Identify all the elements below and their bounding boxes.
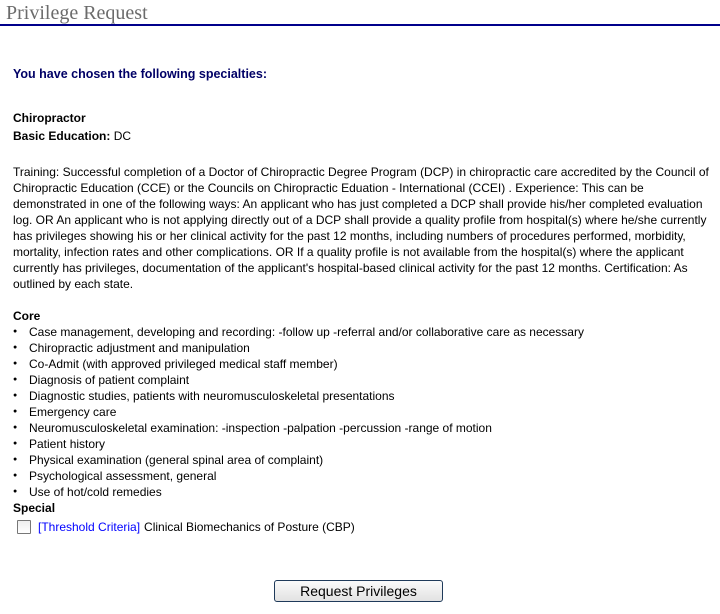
list-item: ● Neuromusculoskeletal examination: -inspection -palpation -percussion -range of motion: [13, 420, 713, 436]
core-list: [13, 324, 713, 500]
list-item: ● Use of hot/cold remedies: [13, 484, 713, 500]
specialty-name: Chiropractor: [13, 111, 86, 125]
list-item: ● Co-Admit (with approved privileged medical staff member): [13, 356, 713, 372]
list-item: ● Physical examination (general spinal area of complaint): [13, 452, 713, 468]
specialty-description: Training: Successful completion of a Doctor of Chiropractic Degree Program (DCP) in chiropractic care accredited by the Council of Chiropractic Education (CCE) or the Councils on Chiropractic Eduation - International (CCEI) . Experience: This can be demonstrated in one of the following ways: An applicant who has just completed a DCP shall provide his/her completed evaluation log. OR An applicant who is not applying directly out of a DCP shall provide a quality profile from hospital(s) where he/she currently has privileges showing his or her clinical activity for the past 12 months, including numbers of procedures performed, morbidity, mortality, infection rates and other complications. OR If a quality profile is not available from the hospital(s) where the applicant currently has privileges, documentation of the applicant's hospital-based clinical activity for the past 12 months. Certification: As outlined by each state.: [13, 165, 709, 291]
list-item: ● Chiropractic adjustment and manipulation: [13, 340, 713, 356]
list-item: ● Emergency care: [13, 404, 713, 420]
list-item: ● Diagnostic studies, patients with neuromusculoskeletal presentations: [13, 388, 713, 404]
list-item: ● Psychological assessment, general: [13, 468, 713, 484]
request-privileges-button[interactable]: Request Privileges: [274, 580, 443, 602]
list-item: ● Case management, developing and recording: -follow up -referral and/or collaborative care as necessary: [13, 324, 713, 340]
basic-education-value: DC: [113, 129, 132, 143]
page-content: [0, 66, 720, 612]
special-item-label: Clinical Biomechanics of Posture (CBP): [144, 520, 355, 534]
list-item: ● Diagnosis of patient complaint: [13, 372, 713, 388]
threshold-criteria-link[interactable]: [Threshold Criteria]: [38, 520, 141, 534]
basic-education-label: Basic Education:: [13, 129, 111, 143]
special-label: Special: [13, 501, 56, 515]
button-row: [13, 580, 713, 612]
special-item: [13, 519, 713, 535]
list-item: ● Patient history: [13, 436, 713, 452]
basic-education: [13, 127, 713, 145]
section-heading: You have chosen the following specialties:: [13, 67, 267, 81]
core-label: Core: [13, 309, 41, 323]
page-title: Privilege Request: [0, 0, 720, 26]
special-checkbox[interactable]: [17, 520, 31, 534]
